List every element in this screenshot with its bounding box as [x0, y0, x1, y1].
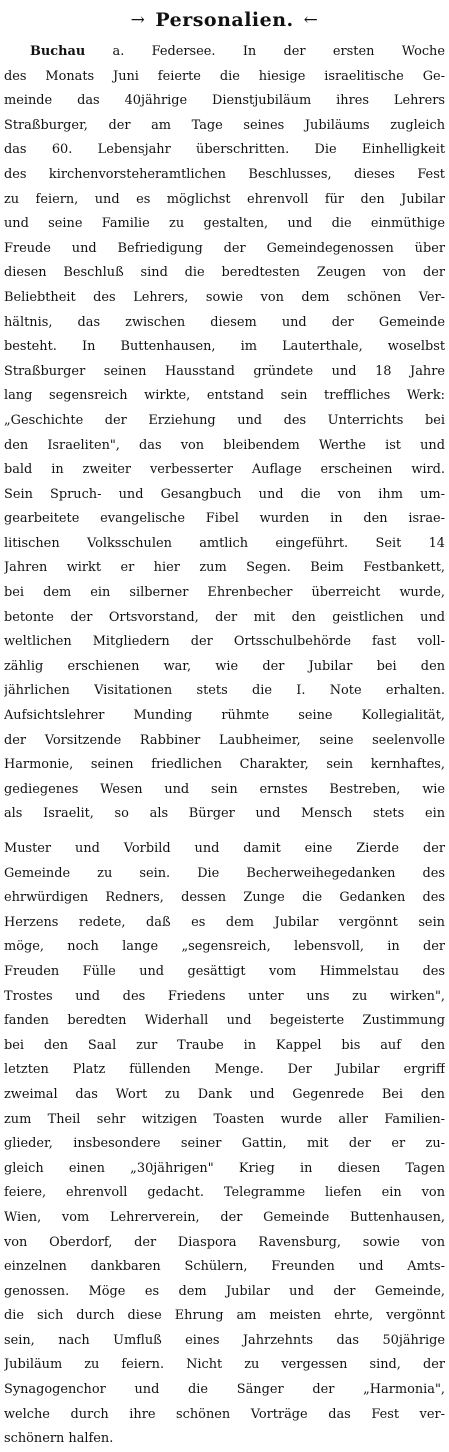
article-line: betonte der Ortsvorstand, der mit den geistlichen und: [4, 609, 445, 625]
article-line: Harmonie, seinen friedlichen Charakter, sein kernhaftes,: [4, 757, 445, 773]
article-line: meinde das 40jährige Dienstjubiläum ihres Lehrers: [4, 93, 445, 109]
article-line: des Monats Juni feierte die hiesige israelitische Ge-: [4, 68, 445, 84]
article-line: bald in zweiter verbesserter Auflage erscheinen wird.: [4, 462, 445, 478]
article-line: besteht. In Buttenhausen, im Lauterthale, woselbst: [4, 339, 445, 355]
place-name: Buchau: [30, 44, 86, 59]
article-line: lang segensreich wirkte, entstand sein treffliches Werk:: [4, 388, 445, 404]
article-line: Jubiläum zu feiern. Nicht zu vergessen sind, der: [4, 1357, 445, 1373]
article-line: Beliebtheit des Lehrers, sowie von dem schönen Ver-: [4, 289, 445, 305]
first-line-text: a. Federsee. In der ersten Woche: [112, 44, 445, 59]
article-line: Trostes und des Friedens unter uns zu wirken",: [4, 988, 445, 1004]
article-part-2: [4, 837, 445, 1452]
article-line: welche durch ihre schönen Vorträge das Fest ver-: [4, 1406, 445, 1422]
article-line: bei dem ein silberner Ehrenbecher überreicht wurde,: [4, 585, 445, 601]
article-line: möge, noch lange „segensreich, lebensvoll, in der: [4, 939, 445, 955]
article-line: Aufsichtslehrer Munding rühmte seine Kollegialität,: [4, 708, 445, 724]
article-part-1: [4, 65, 445, 827]
article-line: zum Theil sehr witzigen Toasten wurde aller Familien-: [4, 1111, 445, 1127]
article-line: sein, nach Umfluß eines Jahrzehnts das 50jährige: [4, 1332, 445, 1348]
article-line: Gemeinde zu sein. Die Becherweihegedanken des: [4, 865, 445, 881]
section-title: Personalien.: [155, 9, 294, 31]
article-line: Straßburger, der am Tage seines Jubiläums zugleich: [4, 117, 445, 133]
article-line: bei den Saal zur Traube in Kappel bis auf den: [4, 1037, 445, 1053]
article-line: einzelnen dankbaren Schülern, Freunden und Amts-: [4, 1259, 445, 1275]
article-line: zählig erschienen war, wie der Jubilar bei den: [4, 658, 445, 674]
article-line: schönern halfen.: [4, 1431, 114, 1447]
article-line: Freuden Fülle und gesättigt vom Himmelstau des: [4, 963, 445, 979]
article-line: die sich durch diese Ehrung am meisten ehrte, vergönnt: [4, 1308, 445, 1324]
right-ornament: ←: [303, 9, 319, 30]
article-line: das 60. Lebensjahr überschritten. Die Einhelligkeit: [4, 142, 445, 158]
article-line: Sein Spruch- und Gesangbuch und die von ihm um-: [4, 486, 445, 502]
article-line: „Geschichte der Erziehung und des Unterrichts bei: [4, 412, 445, 428]
article-line: und seine Familie zu gestalten, und die einmüthige: [4, 216, 445, 232]
left-ornament: →: [130, 9, 146, 30]
article-line: des kirchenvorsteheramtlichen Beschlusses, dieses Fest: [4, 166, 445, 182]
article-line: zweimal das Wort zu Dank und Gegenrede Bei den: [4, 1086, 445, 1102]
article-line: litischen Volksschulen amtlich eingeführt. Seit 14: [4, 535, 445, 551]
article-line: der Vorsitzende Rabbiner Laubheimer, seine seelenvolle: [4, 732, 445, 748]
article-line: diesen Beschluß sind die beredtesten Zeugen von der: [4, 265, 445, 281]
article-line: den Israeliten", das von bleibendem Werthe ist und: [4, 437, 445, 453]
article-line: letzten Platz füllenden Menge. Der Jubilar ergriff: [4, 1062, 445, 1078]
article-line: als Israelit, so als Bürger und Mensch stets ein: [4, 806, 445, 822]
article-line: genossen. Möge es dem Jubilar und der Gemeinde,: [4, 1283, 445, 1299]
paragraph-gap: [4, 827, 445, 837]
article-line-first: [4, 40, 445, 65]
article-line: hältnis, das zwischen diesem und der Gemeinde: [4, 314, 445, 330]
article-line: gearbeitete evangelische Fibel wurden in den israe-: [4, 511, 445, 527]
article-line: Herzens redete, daß es dem Jubilar vergönnt sein: [4, 914, 445, 930]
article-line: Wien, vom Lehrerverein, der Gemeinde Buttenhausen,: [4, 1209, 445, 1225]
article-line: jährlichen Visitationen stets die I. Note erhalten.: [4, 683, 445, 699]
section-heading: [4, 4, 445, 37]
article-body: [4, 40, 445, 1452]
article-line: weltlichen Mitgliedern der Ortsschulbehörde fast voll-: [4, 634, 445, 650]
article-line: fanden beredten Widerhall und begeisterte Zustimmung: [4, 1013, 445, 1029]
article-line: glieder, insbesondere seiner Gattin, mit der er zu-: [4, 1136, 445, 1152]
article-line: zu feiern, und es möglichst ehrenvoll für den Jubilar: [4, 191, 445, 207]
article-line: Freude und Befriedigung der Gemeindegenossen über: [4, 240, 445, 256]
article-line: Jahren wirkt er hier zum Segen. Beim Festbankett,: [4, 560, 445, 576]
article-line: von Oberdorf, der Diaspora Ravensburg, sowie von: [4, 1234, 445, 1250]
article-line: Synagogenchor und die Sänger der „Harmonia",: [4, 1382, 445, 1398]
article-line: Muster und Vorbild und damit eine Zierde der: [4, 841, 445, 856]
article-line: gleich einen „30jährigen" Krieg in diesen Tagen: [4, 1160, 445, 1176]
article-line: Straßburger seinen Hausstand gründete und 18 Jahre: [4, 363, 445, 379]
article-line: feiere, ehrenvoll gedacht. Telegramme liefen ein von: [4, 1185, 445, 1201]
article-line: gediegenes Wesen und sein ernstes Bestreben, wie: [4, 781, 445, 797]
article-line: ehrwürdigen Redners, dessen Zunge die Gedanken des: [4, 890, 445, 906]
